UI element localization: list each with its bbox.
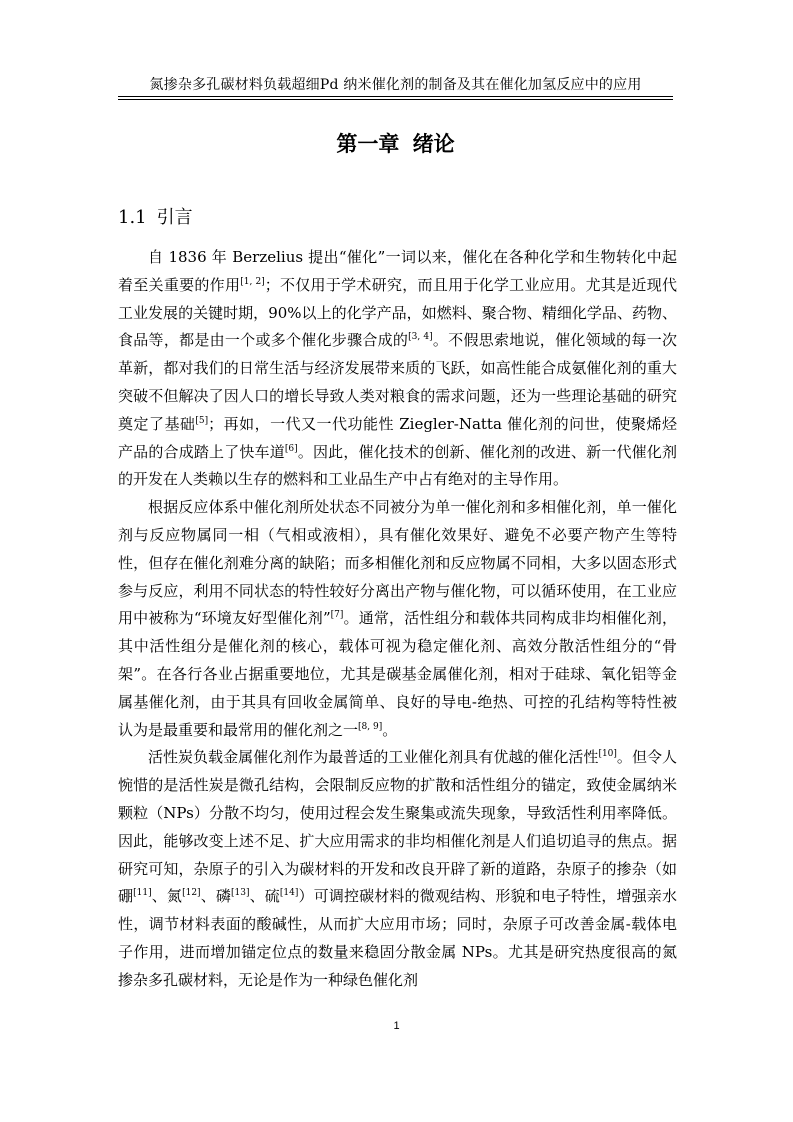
citation-marker: [6] <box>284 443 298 454</box>
text-run: 根据反应体系中催化剂所处状态不同被分为单一催化剂和多相催化剂，单一催化剂与反应物属同一相（气相或液相），具有催化效果好、避免不必要产物产生等特性，但存在催化剂难分离的缺陷；而多相催化剂和反应物属不同相，大多以固态形式参与反应，利用不同状态的特性较好分离出产物与催化物，可以循环使用，在工业应用中被称为“环境友好型催化剂” <box>118 498 677 628</box>
chapter-title: 第一章 绪论 <box>336 132 455 156</box>
header-rule-thick <box>118 99 673 100</box>
citation-marker: [8, 9] <box>358 721 383 732</box>
text-run: 。但令人惋惜的是活性炭是微孔结构，会限制反应物的扩散和活性组分的锚定，致使金属纳米颗粒（NPs）分散不均匀，使用过程会发生聚集或流失现象，导致活性利用率降低。因此，能够改变上述不足、扩大应用需求的非均相催化剂是人们追切追寻的焦点。据研究可知，杂原子的引入为碳材料的开发和改良开辟了新的道路，杂原子的掺杂（如硼 <box>118 748 677 906</box>
citation-marker: [12] <box>182 888 201 899</box>
text-run: 、氮 <box>151 887 183 906</box>
paragraph <box>118 494 677 744</box>
body-text <box>118 244 677 995</box>
section-number: 1.1 <box>118 207 147 228</box>
citation-marker: [13] <box>231 888 250 899</box>
page-number: 1 <box>393 1020 400 1032</box>
paragraph <box>118 244 677 494</box>
citation-marker: [1, 2] <box>240 276 265 287</box>
citation-marker: [14] <box>279 888 299 899</box>
text-run: ）可调控碳材料的微观结构、形貌和电子特性，增强亲水性，调节材料表面的酸碱性，从而扩大应用市场；同时，杂原子可改善金属-载体电子作用，进而增加锚定位点的数量来稳固分散金属 NPs。尤其是研究热度很高的氮掺杂多孔碳材料，无论是作为一种绿色催化剂 <box>118 887 677 989</box>
citation-marker: [3, 4] <box>408 332 433 343</box>
citation-marker: [11] <box>133 888 152 899</box>
text-run: 。通常，活性组分和载体共同构成非均相催化剂，其中活性组分是催化剂的核心，载体可视为稳定催化剂、高效分散活性组分的“骨架”。在各行各业占据重要地位，尤其是碳基金属催化剂，相对于硅球、氧化铝等金属基催化剂，由于其具有回收金属简单、良好的导电-绝热、可控的孔结构等特性被认为是最重要和最常用的催化剂之一 <box>118 609 677 739</box>
header-rule <box>118 96 673 97</box>
text-run: ；不仅用于学术研究，而且用于化学工业应用。尤其是近现代工业发展的关键时期，90%以上的化学产品，如燃料、聚合物、精细化学品、药物、食品等，都是由一个或多个催化步骤合成的 <box>118 275 677 350</box>
text-run: 。因此，催化技术的创新、催化剂的改进、新一代催化剂的开发在人类赖以生存的燃料和工业品生产中占有绝对的主导作用。 <box>118 442 677 489</box>
paragraph <box>118 744 677 994</box>
text-run: 、磷 <box>200 887 231 906</box>
text-run: 。不假思索地说，催化领域的每一次革新，都对我们的日常生活与经济发展带来质的飞跃，如高性能合成氨催化剂的重大突破不但解决了因人口的增长导致人类对粮食的需求问题，还为一些理论基础的研究奠定了基础 <box>118 331 677 433</box>
text-run: ；再如，一代又一代功能性 Ziegler-Natta 催化剂的问世，使聚烯烃产品的合成踏上了快车道 <box>118 414 677 461</box>
section-title: 引言 <box>156 207 193 228</box>
text-run: 、硫 <box>249 887 280 906</box>
citation-marker: [7] <box>330 610 344 621</box>
text-run: 。 <box>382 720 398 739</box>
running-header: 氮掺杂多孔碳材料负载超细Pd 纳米催化剂的制备及其在催化加氢反应中的应用 <box>149 77 642 93</box>
citation-marker: [10] <box>598 749 617 760</box>
section-heading <box>118 203 193 229</box>
text-run: 活性炭负载金属催化剂作为最普适的工业催化剂具有优越的催化活性 <box>148 748 599 767</box>
text-run: 自 1836 年 Berzelius 提出“催化”一词以来，催化在各种化学和生物转化中起着至关重要的作用 <box>118 248 677 294</box>
citation-marker: [5] <box>195 415 209 426</box>
